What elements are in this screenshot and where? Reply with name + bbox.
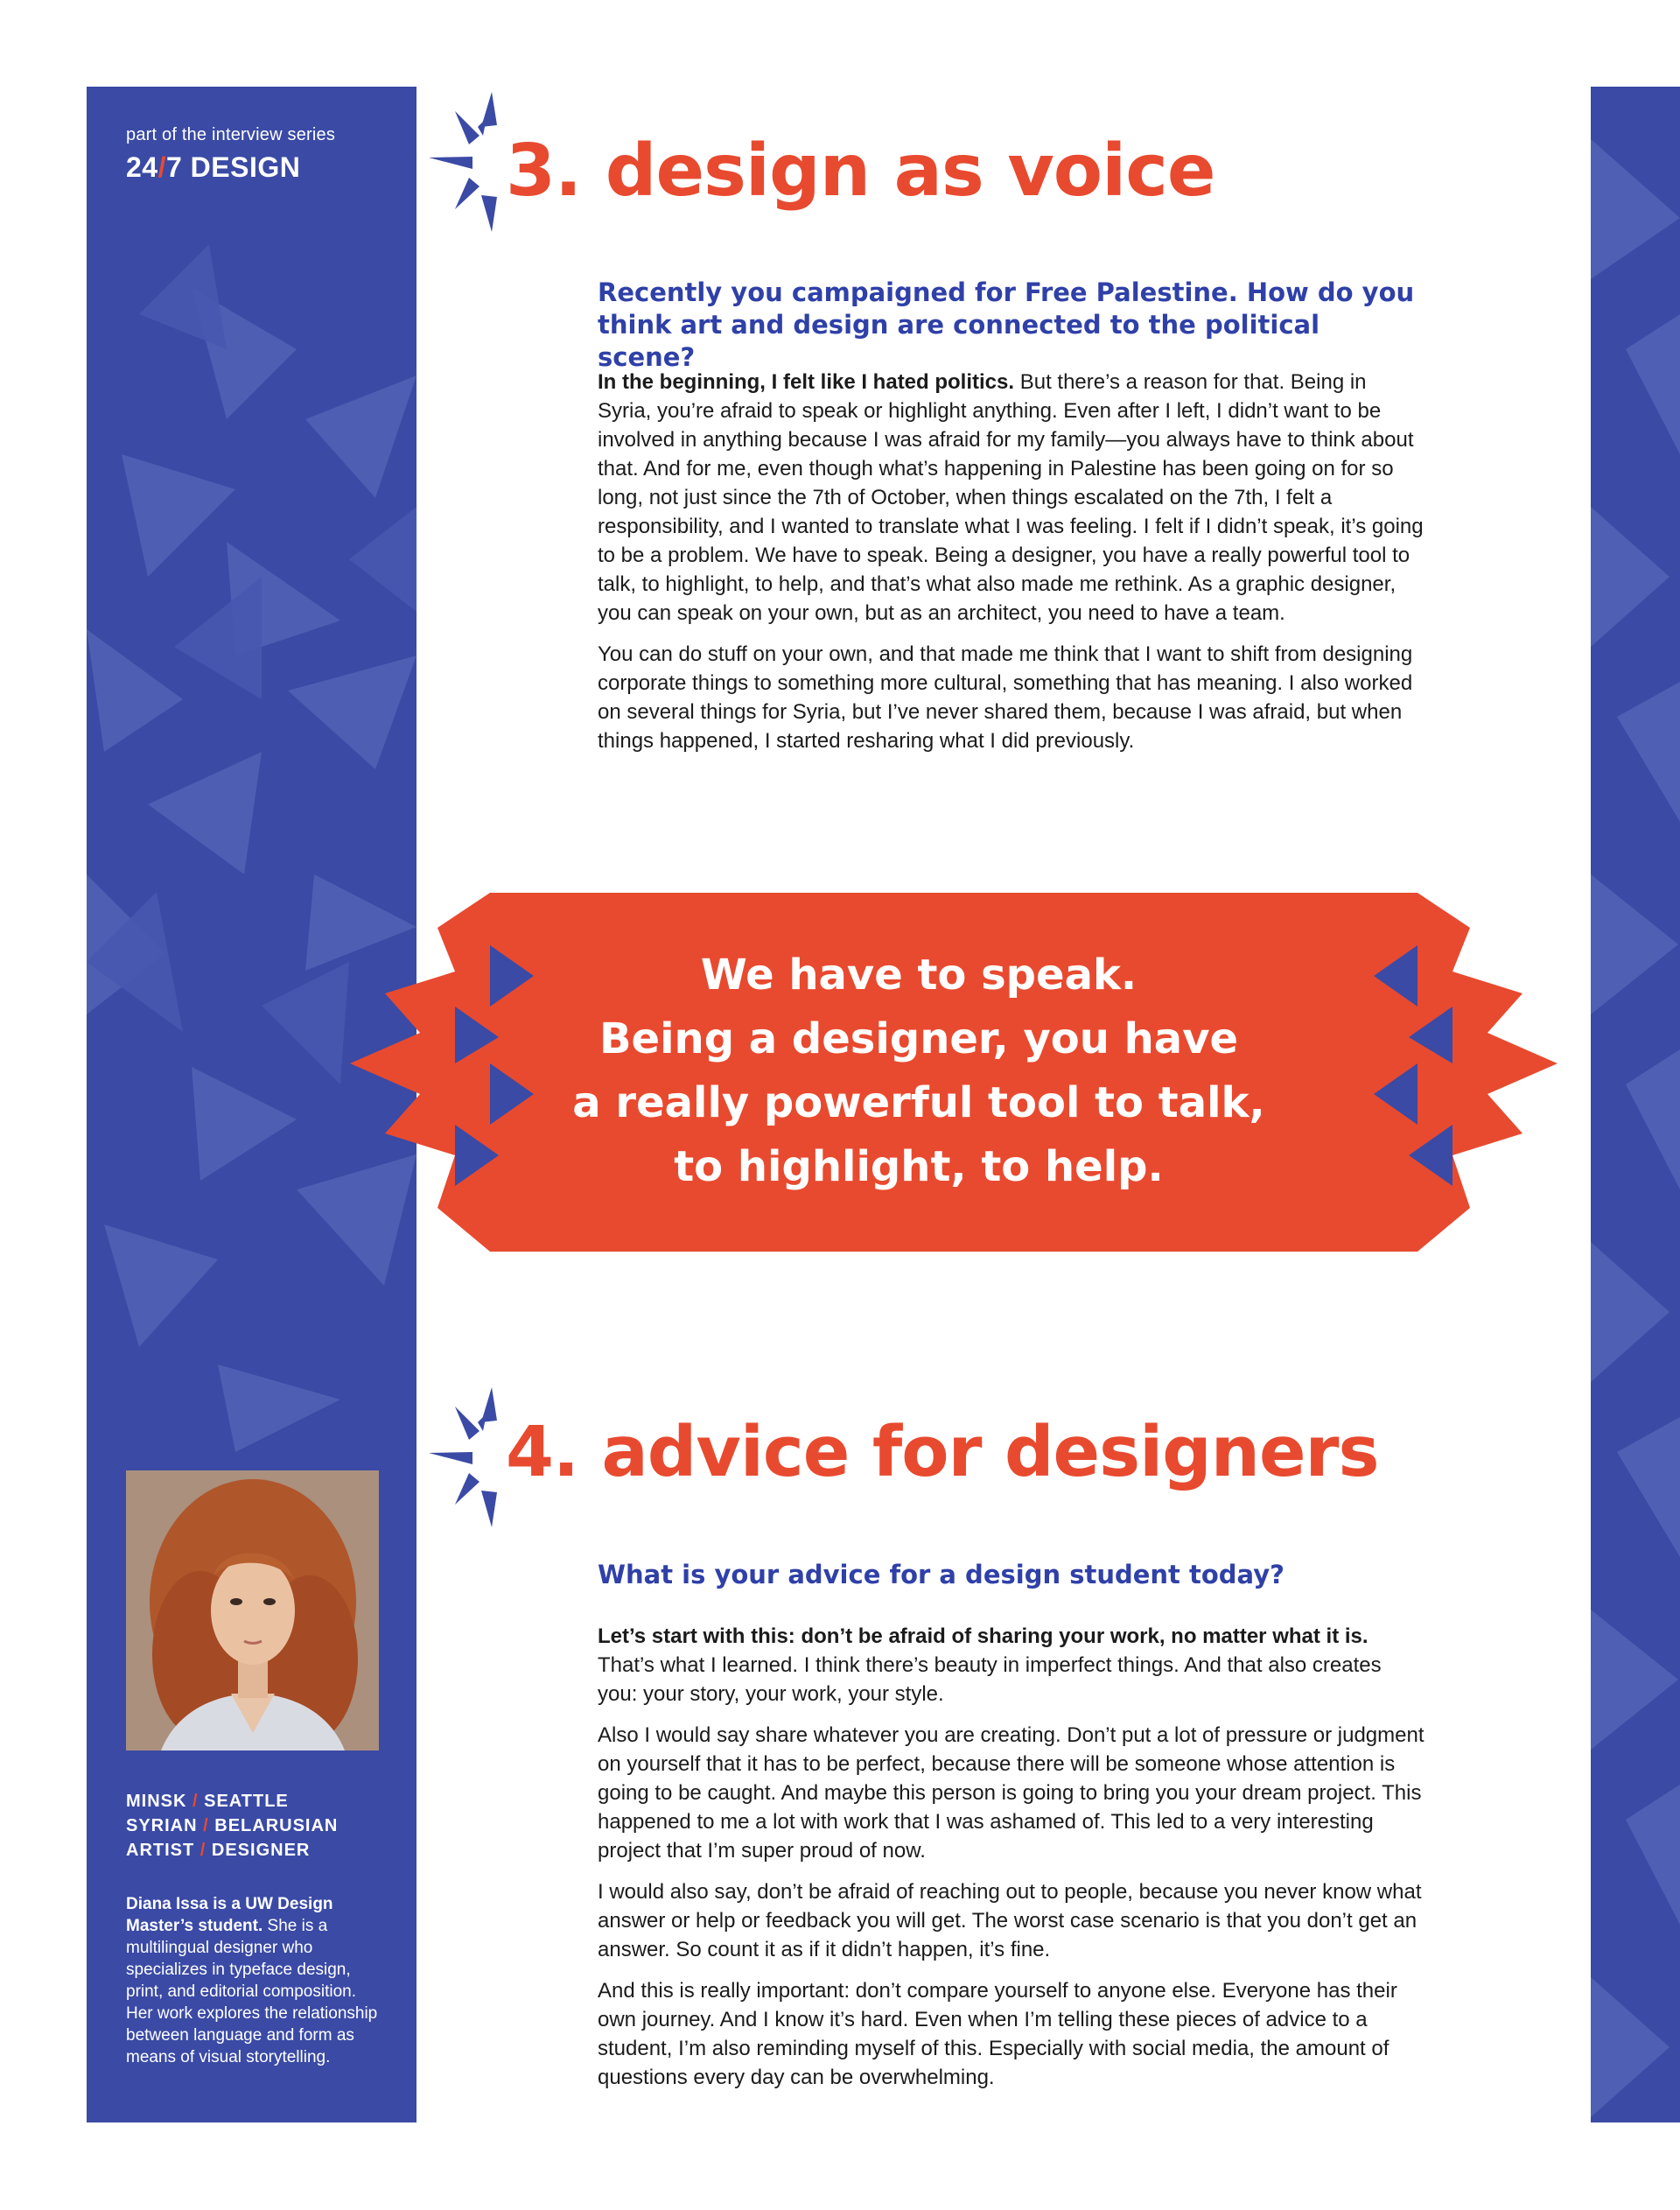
pullquote-text — [542, 944, 1295, 1199]
series-name-right: 7 DESIGN — [165, 151, 301, 183]
section-4-paragraph-3: I would also say, don’t be afraid of reaching out to people, because you never know what answer or help or feedback you will get. The worst case scenario is that you don’t get an answer. So count it as if it didn’t happen, it’s fine. — [598, 1880, 1422, 1961]
burst-icon-section-4 — [429, 1387, 516, 1527]
bio-tag-line — [126, 1838, 338, 1863]
section-3-paragraph-2: You can do stuff on your own, and that made me think that I want to shift from designing corporate things to something more cultural, something that has meaning. I also worked on several things for Syria, but I’ve never shared them, because I was afraid, but when things happened, I started resharing what I did previously. — [598, 642, 1413, 753]
bio-tag-line — [126, 1789, 338, 1814]
bio-tag-city-2: SEATTLE — [204, 1792, 289, 1811]
section-3-question: Recently you campaigned for Free Palestine. How do you think art and design are connected to the political scene? — [598, 277, 1415, 372]
section-4-title-text: advice for designers — [601, 1412, 1379, 1492]
series-kicker: part of the interview series — [126, 125, 336, 144]
series-name-slash: / — [158, 151, 166, 183]
pullquote-line: We have to speak. — [700, 951, 1138, 1000]
section-3-number: 3. — [506, 130, 582, 213]
section-4-title — [506, 1412, 1379, 1492]
bio-tag-city-1: MINSK — [126, 1792, 187, 1811]
bio-text-rest: She is a multilingual designer who specializes in typeface design, print, and editorial composition. Her work explores the relationship between language and form as means of visual storytelling. — [126, 1917, 378, 2066]
bio-tag-origin-2: BELARUSIAN — [214, 1816, 339, 1835]
bio-tags — [126, 1789, 338, 1863]
pullquote-line: to highlight, to help. — [674, 1142, 1164, 1191]
bio-text-bold: Diana Issa is a UW Design Master’s student. — [126, 1895, 333, 1935]
series-name — [126, 151, 300, 184]
section-4-lead-bold: Let’s start with this: don’t be afraid of sharing your work, no matter what it is. — [598, 1624, 1368, 1648]
pullquote-line: a really powerful tool to talk, — [572, 1078, 1265, 1127]
bio-tag-role-1: ARTIST — [126, 1841, 195, 1860]
section-3-lead-bold: In the beginning, I felt like I hated politics. — [598, 370, 1015, 394]
bio-text — [126, 1893, 380, 2068]
section-3-paragraph-1 — [598, 368, 1425, 628]
section-4-paragraph-4: And this is really important: don’t compare yourself to anyone else. Everyone has their own journey. And I know it’s hard. Even when I’m telling these pieces of advice to a student, I’m also reminding myself of this. Especially with social media, the amount of questions every day can be overwhelming. — [598, 1979, 1397, 2089]
pullquote-line: Being a designer, you have — [598, 1014, 1239, 1063]
section-4-question: What is your advice for a design student today? — [598, 1560, 1284, 1589]
section-4-paragraph-1-text: That’s what I learned. I think there’s beauty in imperfect things. And that also creates you: your story, your work, your style. — [598, 1653, 1382, 1706]
section-3-title — [506, 130, 1214, 213]
bio-tag-origin-1: SYRIAN — [126, 1816, 198, 1835]
portrait-illustration — [126, 1470, 379, 1750]
series-name-left: 24 — [126, 151, 158, 183]
section-4-paragraph-2: Also I would say share whatever you are creating. Don’t put a lot of pressure or judgment on yourself that it has to be perfect, because there will be someone whose attention is going to be caught. And maybe this person is going to bring you your dream project. This happened to me a lot with work that I was ashamed of. This led to a very interesting project that I’m super proud of now. — [598, 1723, 1424, 1863]
bio-tag-separator: / — [186, 1792, 205, 1811]
bio-tag-role-2: DESIGNER — [211, 1841, 311, 1860]
section-3-paragraph-1-text: But there’s a reason for that. Being in Syria, you’re afraid to speak or highlight anything. Even after I left, I didn’t want to be involved in anything because I was afraid for my family—you always have to think about that. And for me, even though what’s happening in Palestine has been going on for so long, not just since the 7th of October, when things escalated on the 7th, I felt a responsibility, and I wanted to translate what I was feeling. I felt if I didn’t speak, it’s going to be a problem. We have to speak. Being a designer, you have a really powerful tool to talk, to highlight, to help, and that’s what also made me rethink. As a graphic designer, you can speak on your own, but as an architect, you need to have a team. — [598, 370, 1424, 625]
bio-tag-line — [126, 1814, 338, 1838]
section-4-answer — [598, 1622, 1425, 2104]
section-3-title-text: design as voice — [605, 130, 1215, 213]
right-strip-pattern — [1591, 87, 1680, 2122]
bio-tag-separator: / — [197, 1816, 215, 1835]
burst-icon-section-3 — [429, 92, 516, 232]
section-4-paragraph-1 — [598, 1622, 1425, 1708]
section-4-number: 4. — [506, 1412, 578, 1492]
bio-tag-separator: / — [194, 1841, 212, 1860]
right-decorative-strip — [1591, 87, 1680, 2122]
portrait-photo — [126, 1470, 379, 1750]
section-3-answer — [598, 368, 1425, 768]
